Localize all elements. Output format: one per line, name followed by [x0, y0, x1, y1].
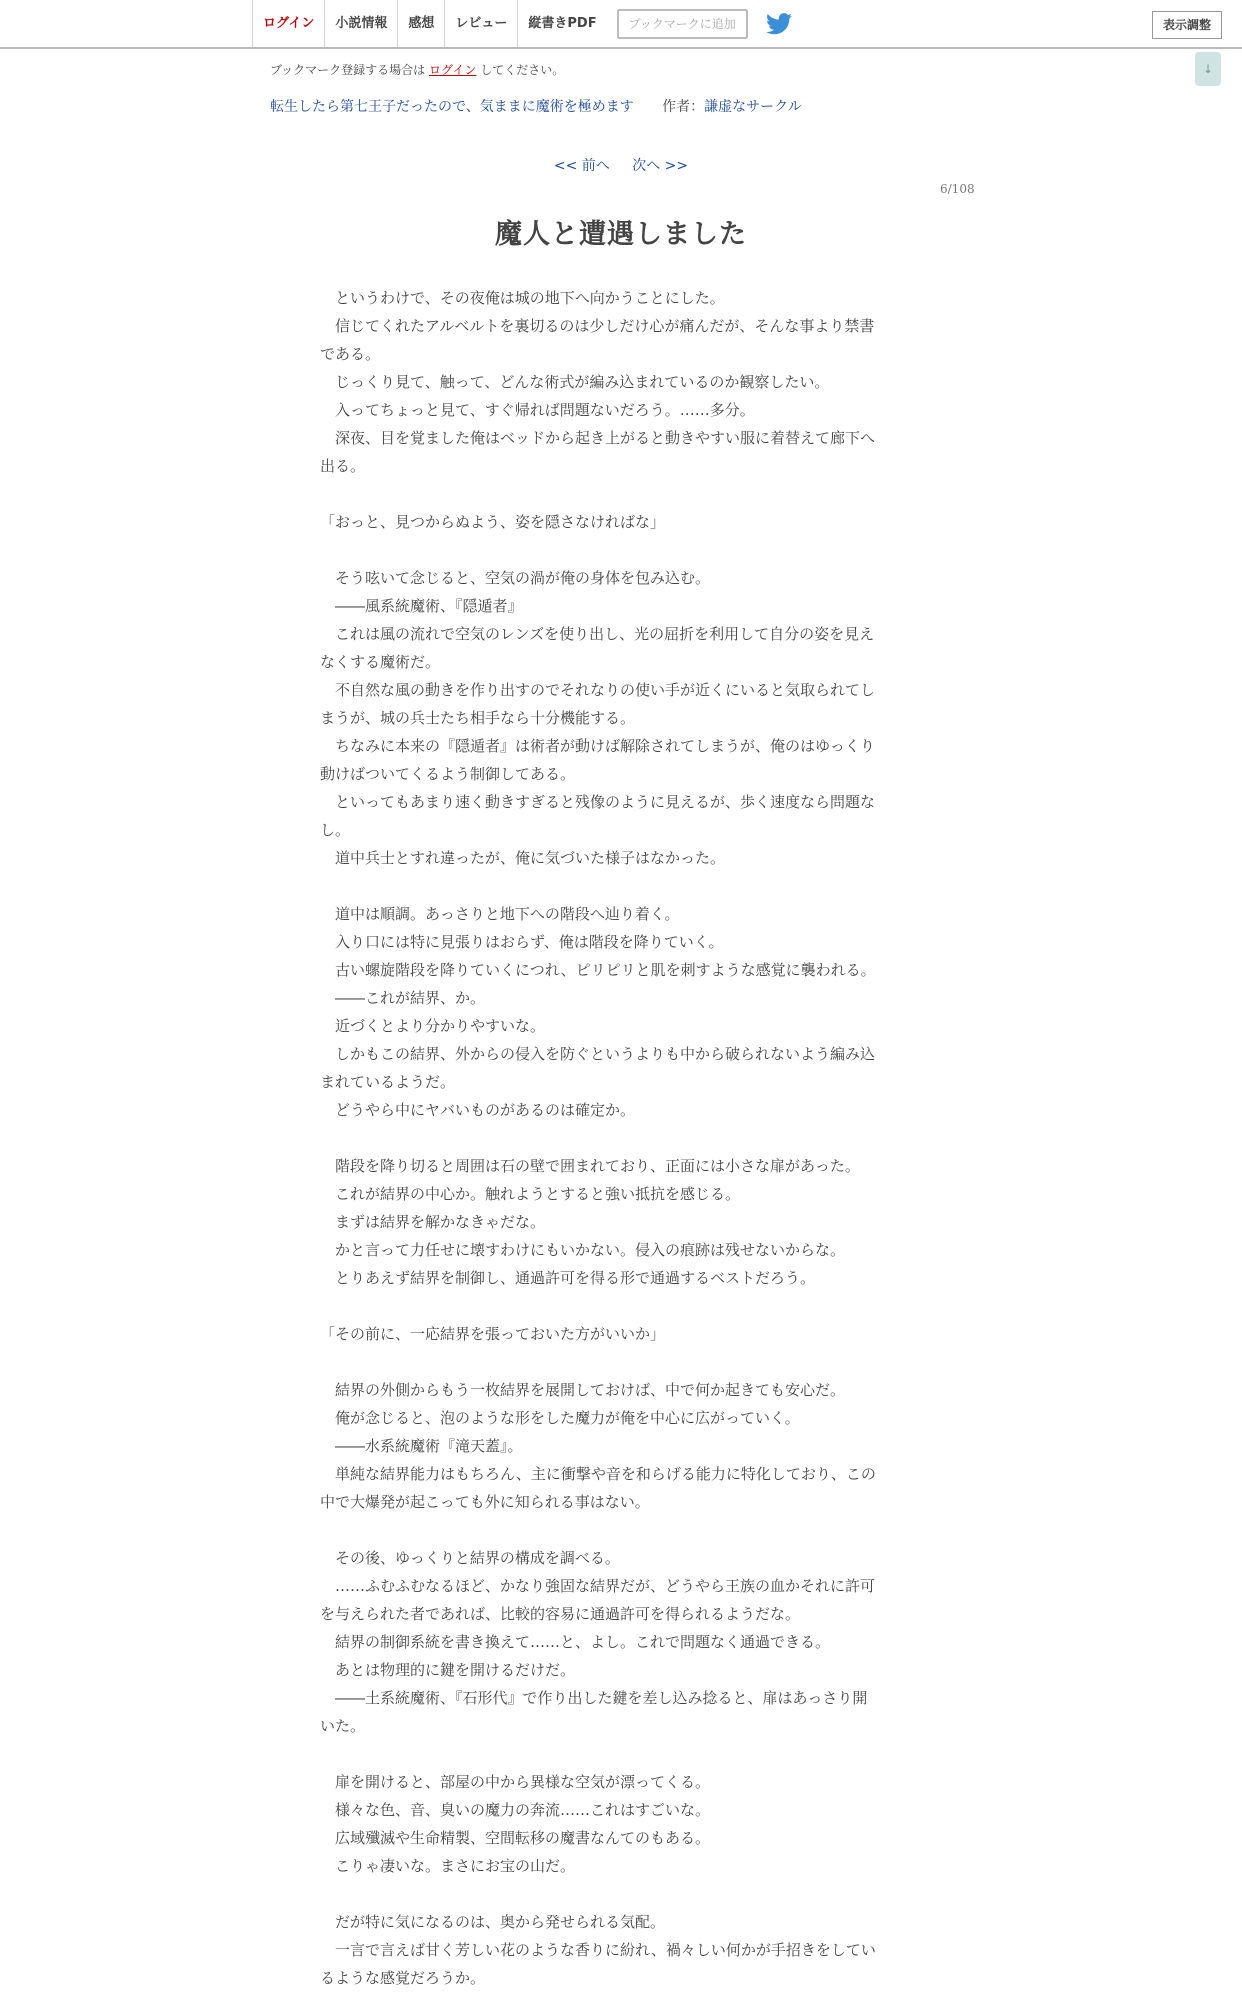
chapter-body-line: ――これが結界、か。: [320, 989, 486, 1007]
nav-review[interactable]: レビュー: [444, 0, 517, 47]
chapter-body-line: [320, 1292, 920, 1320]
chapter-body-line: 様々な色、音、臭いの魔力の奔流……これはすごいな。: [320, 1801, 711, 1819]
chapter-body-line: じっくり見て、触って、どんな術式が編み込まれているのか観察したい。: [320, 373, 830, 391]
chapter-body-line: るような感覚だろうか。: [320, 1969, 486, 1987]
chapter-body-line: まうが、城の兵士たち相手なら十分機能する。: [320, 709, 636, 727]
chapter-body-line: そう呟いて念じると、空気の渦が俺の身体を包み込む。: [320, 569, 711, 587]
chapter-body-line: し。: [320, 821, 351, 839]
chapter-body-line: 古い螺旋階段を降りていくにつれ、ピリピリと肌を刺すような感覚に襲われる。: [320, 961, 876, 979]
chapter-body-line: 入り口には特に見張りはおらず、俺は階段を降りていく。: [320, 933, 724, 951]
chapter-body-line: 不自然な風の動きを作り出すのでそれなりの使い手が近くにいると気取られてし: [320, 681, 876, 699]
chapter-body-line: これが結界の中心か。触れようとすると強い抵抗を感じる。: [320, 1185, 741, 1203]
chapter-body-line: 広域殲滅や生命精製、空間転移の魔書なんてのもある。: [320, 1829, 711, 1847]
author-label: 作者：: [662, 99, 705, 115]
chapter-body-line: といってもあまり速く動きすぎると残像のように見えるが、歩く速度なら問題な: [320, 793, 876, 811]
site-header: [0, 0, 1242, 49]
prev-chapter-link[interactable]: << 前へ: [553, 158, 610, 174]
chapter-body-line: ――水系統魔術『滝天蓋』。: [320, 1437, 523, 1455]
chapter-count: 6/108: [940, 182, 975, 196]
chapter-body-line: いた。: [320, 1717, 366, 1735]
chapter-body-line: 中で大爆発が起こっても外に知られる事はない。: [320, 1493, 650, 1511]
chapter-body-line: を与えられた者であれば、比較的容易に通過許可を得られるようだな。: [320, 1605, 801, 1623]
twitter-bird-icon[interactable]: [766, 13, 792, 35]
nav-login[interactable]: ログイン: [252, 0, 324, 47]
chapter-body-line: [320, 1880, 920, 1908]
chapter-body-line: ――風系統魔術、『隠遁者』: [320, 597, 523, 615]
chapter-body-line: こりゃ凄いな。まさにお宝の山だ。: [320, 1857, 576, 1875]
chapter-body-line: ……ふむふむなるほど、かなり強固な結界だが、どうやら王族の血かそれに許可: [320, 1577, 876, 1595]
chapter-body-line: どうやら中にヤバいものがあるのは確定か。: [320, 1101, 636, 1119]
chapter-body-line: まれているようだ。: [320, 1073, 456, 1091]
chapter-body-line: というわけで、その夜俺は城の地下へ向かうことにした。: [320, 289, 725, 307]
chapter-body-line: である。: [320, 345, 381, 363]
novel-info-line: [270, 96, 802, 116]
chapter-body-line: 俺が念じると、泡のような形をした魔力が俺を中心に広がっていく。: [320, 1409, 800, 1427]
chapter-body-line: まずは結界を解かなきゃだな。: [320, 1213, 546, 1231]
chapter-body-line: 結界の制御系統を書き換えて……と、よし。これで問題なく通過できる。: [320, 1633, 831, 1651]
chapter-body-line: 動けばついてくるよう制御してある。: [320, 765, 576, 783]
bookmark-note-prefix: ブックマーク登録する場合は: [270, 63, 426, 77]
chapter-body-line: 近づくとより分かりやすいな。: [320, 1017, 546, 1035]
chapter-body-line: だが特に気になるのは、奥から発せられる気配。: [320, 1913, 666, 1931]
novel-title-link[interactable]: 転生したら第七王子だったので、気ままに魔術を極めます: [270, 99, 634, 115]
nav-novel-info[interactable]: 小説情報: [324, 0, 397, 47]
chapter-body-line: 出る。: [320, 457, 366, 475]
chapter-body-line: [320, 872, 920, 900]
add-bookmark-button[interactable]: ブックマークに追加: [617, 9, 748, 39]
chapter-body-line: 「その前に、一応結界を張っておいた方がいいか」: [320, 1325, 666, 1343]
chapter-body-line: その後、ゆっくりと結界の構成を調べる。: [320, 1549, 620, 1567]
chapter-body-line: [320, 1124, 920, 1152]
nav-impressions[interactable]: 感想: [397, 0, 444, 47]
bookmark-login-note: [270, 61, 564, 78]
chapter-body-line: かと言って力任せに壊すわけにもいかない。侵入の痕跡は残せないからな。: [320, 1241, 846, 1259]
chapter-pager: [0, 155, 1242, 175]
author-link[interactable]: 謙虚なサークル: [704, 99, 802, 115]
chapter-body-line: 結界の外側からもう一枚結界を展開しておけば、中で何か起きても安心だ。: [320, 1381, 846, 1399]
chapter-body-line: あとは物理的に鍵を開けるだけだ。: [320, 1661, 576, 1679]
chapter-body-line: [320, 1740, 920, 1768]
chapter-body-line: 道中兵士とすれ違ったが、俺に気づいた様子はなかった。: [320, 849, 726, 867]
next-chapter-link[interactable]: 次へ >>: [632, 158, 689, 174]
chapter-body-line: なくする魔術だ。: [320, 653, 441, 671]
chapter-body-line: 深夜、目を覚ました俺はベッドから起き上がると動きやすい服に着替えて廊下へ: [320, 429, 876, 447]
chapter-body-line: とりあえず結界を制御し、通過許可を得る形で通過するベストだろう。: [320, 1269, 816, 1287]
chapter-body-line: ――土系統魔術、『石形代』で作り出した鍵を差し込み捻ると、扉はあっさり開: [320, 1689, 868, 1707]
top-nav: [252, 0, 792, 47]
chapter-body-line: [320, 536, 920, 564]
display-adjust-button[interactable]: 表示調整: [1152, 11, 1222, 39]
chapter-body-line: これは風の流れで空気のレンズを使り出し、光の屈折を利用して自分の姿を見え: [320, 625, 875, 643]
chapter-body-line: 扉を開けると、部屋の中から異様な空気が漂ってくる。: [320, 1773, 711, 1791]
chapter-body-line: 階段を降り切ると周囲は石の壁で囲まれており、正面には小さな扉があった。: [320, 1157, 860, 1175]
chapter-body-line: [320, 1348, 920, 1376]
chapter-body-line: [320, 480, 920, 508]
chapter-body-line: ちなみに本来の『隠遁者』は術者が動けば解除されてしまうが、俺のはゆっくり: [320, 737, 875, 755]
bookmark-note-suffix: してください。: [480, 63, 565, 77]
chapter-body-line: 信じてくれたアルベルトを裏切るのは少しだけ心が痛んだが、そんな事より禁書: [320, 317, 875, 335]
nav-vertical-pdf[interactable]: 縦書きPDF: [517, 0, 606, 47]
chapter-body-line: 単純な結界能力はもちろん、主に衝撃や音を和らげる能力に特化しており、この: [320, 1465, 876, 1483]
chapter-body-line: [320, 1516, 920, 1544]
chapter-body: [320, 284, 920, 1992]
bookmark-login-link[interactable]: ログイン: [429, 63, 477, 77]
chapter-body-line: 道中は順調。あっさりと地下への階段へ辿り着く。: [320, 905, 680, 923]
chapter-body-line: 一言で言えば甘く芳しい花のような香りに紛れ、禍々しい何かが手招きをしてい: [320, 1941, 876, 1959]
chapter-title: 魔人と遭遇しました: [495, 219, 747, 250]
chapter-body-line: 入ってちょっと見て、すぐ帰れば問題ないだろう。……多分。: [320, 401, 755, 419]
scroll-down-button[interactable]: ↓: [1195, 52, 1221, 86]
chapter-body-line: 「おっと、見つからぬよう、姿を隠さなければな」: [320, 513, 666, 531]
chapter-body-line: しかもこの結界、外からの侵入を防ぐというよりも中から破られないよう編み込: [320, 1045, 876, 1063]
